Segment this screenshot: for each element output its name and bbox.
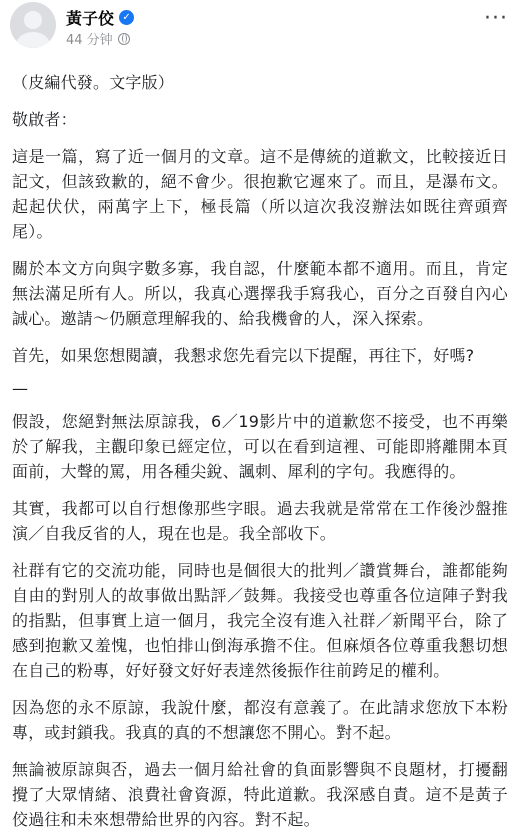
more-options-icon[interactable]: ··· xyxy=(484,6,508,31)
post-paragraph: 這是一篇，寫了近一個月的文章。這不是傳統的道歉文，比較接近日記文，但該致歉的，絕不會少。很抱歉它遲來了。而且，是瀑布文。起起伏伏，兩萬字上下，極長篇（所以這次我沒辦法如既往齊頭齊尾）。 xyxy=(12,147,508,241)
post-paragraph: 因為您的永不原諒，我說什麼，都沒有意義了。在此請求您放下本粉專，或封鎖我。我真的真的不想讓您不開心。對不起。 xyxy=(12,698,508,742)
post-paragraph: 假設，您絕對無法原諒我，6／19影片中的道歉您不接受，也不再樂於了解我，主觀印象已經定位，可以在看到這裡、可能即將離開本頁面前，大聲的罵，用各種尖銳、諷刺、犀利的字句。我應得的。 xyxy=(12,412,508,481)
author-row xyxy=(66,6,134,29)
post-paragraph: 首先，如果您想閱讀，我懇求您先看完以下提醒，再往下，好嗎? xyxy=(12,346,475,365)
post-timestamp[interactable]: 44 分钟 xyxy=(66,33,113,48)
avatar-body-shape xyxy=(16,32,50,48)
post-paragraph: 無論被原諒與否，過去一個月給社會的負面影響與不良題材，打擾翻攪了大眾情緒、浪費社會資源，特此道歉。我深感自責。這不是黃子佼過往和未來想帶給世界的內容。對不起。 xyxy=(12,760,508,829)
author-name[interactable]: 黃子佼 xyxy=(66,9,115,28)
globe-icon xyxy=(118,33,130,45)
verified-badge-icon: ✓ xyxy=(119,10,134,25)
post-paragraph: 關於本文方向與字數多寡，我自認，什麼範本都不適用。而且，肯定無法滿足所有人。所以，我真心選擇我手寫我心，百分之百發自內心誠心。邀請～仍願意理解我的、給我機會的人，深入探索。 xyxy=(12,259,508,328)
avatar-head-shape xyxy=(24,11,42,29)
post-header xyxy=(0,0,520,56)
post-divider: — xyxy=(12,379,29,398)
post-body xyxy=(0,56,520,832)
avatar[interactable] xyxy=(10,2,56,48)
post-paragraph: 社群有它的交流功能，同時也是個很大的批判／讚賞舞台，誰都能夠自由的對別人的故事做出點評／鼓舞。我接受也尊重各位這陣子對我的指點，但事實上這一個月，我完全沒有進入社群／新聞平台，除了感到抱歉又羞愧，也怕排山倒海承擔不住。但麻煩各位尊重我懇切想在自己的粉專，好好發文好好表達然後振作往前跨足的權利。 xyxy=(12,561,508,680)
post-meta xyxy=(66,29,130,48)
post-paragraph: （皮編代發。文字版） xyxy=(12,73,175,92)
post-paragraph: 敬啟者： xyxy=(12,110,77,129)
post-paragraph: 其實，我都可以自行想像那些字眼。過去我就是常常在工作後沙盤推演／自我反省的人，現在也是。我全部收下。 xyxy=(12,499,508,543)
